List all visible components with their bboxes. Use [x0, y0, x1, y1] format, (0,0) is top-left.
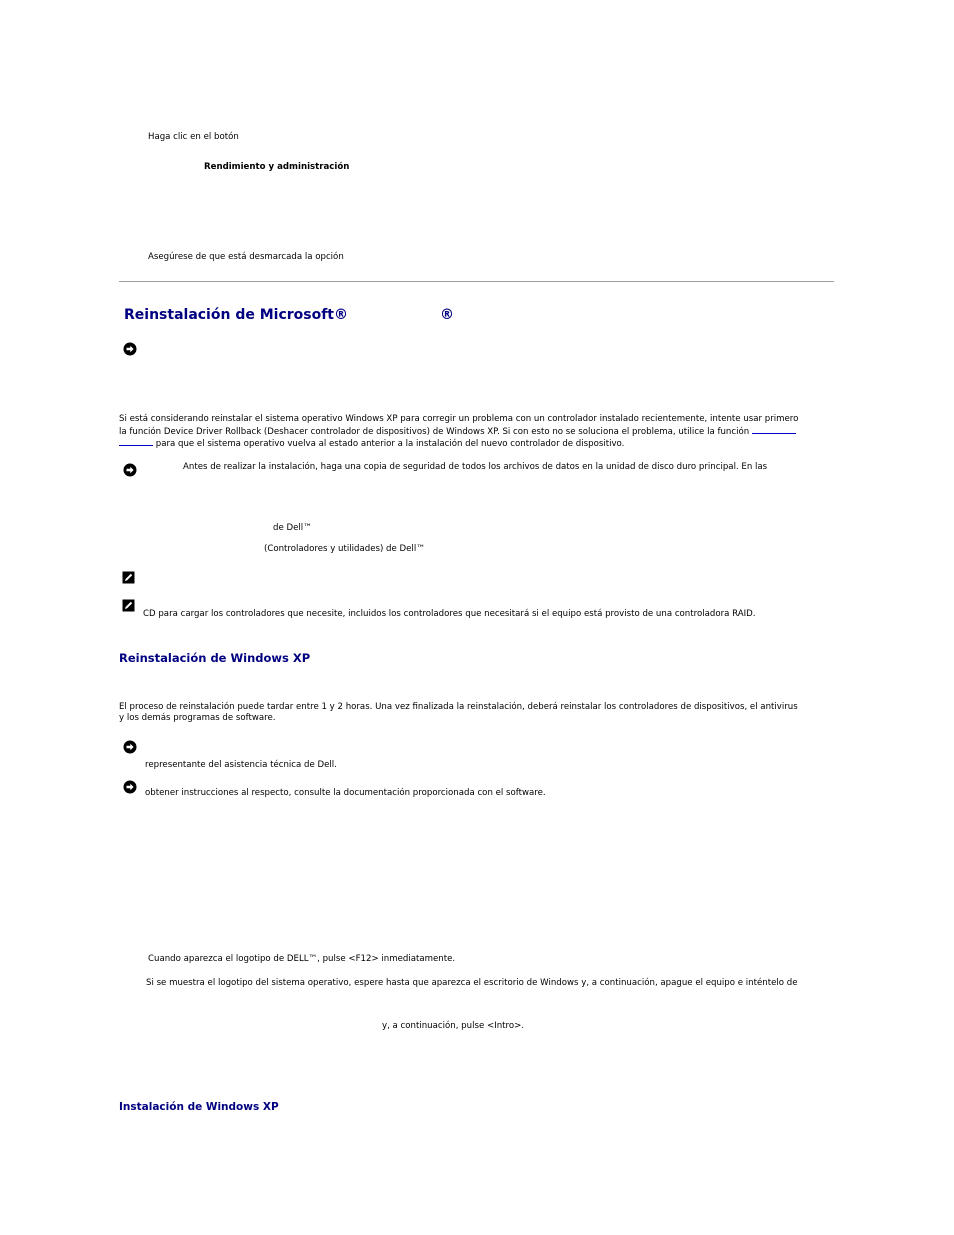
intro-paragraph	[119, 414, 834, 450]
section-title-reinstall-suffix: ®	[440, 307, 454, 323]
dell-cd-label: de Dell™	[273, 523, 312, 533]
notice-icon	[123, 740, 137, 754]
duration-paragraph	[119, 702, 834, 723]
system-restore-link[interactable]	[752, 425, 796, 434]
notice-icon	[123, 780, 137, 794]
note-cd-text: CD para cargar los controladores que necesite, incluidos los controladores que necesitará si el equipo está provisto de una controladora RAID.	[143, 609, 756, 619]
section-title-reinstall: Reinstalación de Microsoft®	[124, 307, 348, 323]
intro-line-2: la función Device Driver Rollback (Deshacer controlador de dispositivos) de Windows XP. Si con esto no se soluciona el problema, utilice la función	[119, 426, 750, 437]
notice-icon	[123, 463, 137, 477]
step-enter: y, a continuación, pulse <Intro>.	[382, 1021, 525, 1031]
step-ensure-unchecked: Asegúrese de que está desmarcada la opción	[148, 252, 344, 262]
step-dell-logo: Cuando aparezca el logotipo de DELL™, pulse <F12> inmediatamente.	[148, 954, 456, 964]
notice-support-text: representante del asistencia técnica de Dell.	[145, 760, 337, 770]
notice-icon	[123, 342, 137, 356]
drivers-cd-label: (Controladores y utilidades) de Dell™	[264, 544, 425, 554]
section-title-install: Instalación de Windows XP	[119, 1101, 279, 1113]
step-os-logo: Si se muestra el logotipo del sistema operativo, espere hasta que aparezca el escritorio de Windows y, a continuación, apague el equipo e inténtelo de	[146, 978, 798, 988]
notice-backup-text: Antes de realizar la instalación, haga una copia de seguridad de todos los archivos de datos en la unidad de disco duro principal. En las	[183, 462, 768, 472]
section-title-winxp: Reinstalación de Windows XP	[119, 651, 311, 665]
system-restore-link-continued[interactable]	[119, 437, 153, 446]
notice-software-text: obtener instrucciones al respecto, consulte la documentación proporcionada con el software.	[145, 788, 546, 798]
duration-line-1: El proceso de reinstalación puede tardar entre 1 y 2 horas. Una vez finalizada la reinstalación, deberá reinstalar los controladores de dispositivos, el antivirus	[119, 702, 798, 712]
section-divider	[119, 281, 834, 282]
intro-line-1: Si está considerando reinstalar el sistema operativo Windows XP para corregir un problema con un controlador instalado recientemente, intente usar primero	[119, 414, 799, 424]
note-icon	[122, 571, 135, 584]
intro-line-3: para que el sistema operativo vuelva al estado anterior a la instalación del nuevo controlador de dispositivo.	[155, 439, 625, 449]
duration-line-2: y los demás programas de software.	[119, 712, 276, 723]
note-icon	[122, 599, 135, 612]
perf-maint-label: Rendimiento y administración	[204, 162, 350, 172]
step-click-start: Haga clic en el botón	[148, 132, 239, 142]
